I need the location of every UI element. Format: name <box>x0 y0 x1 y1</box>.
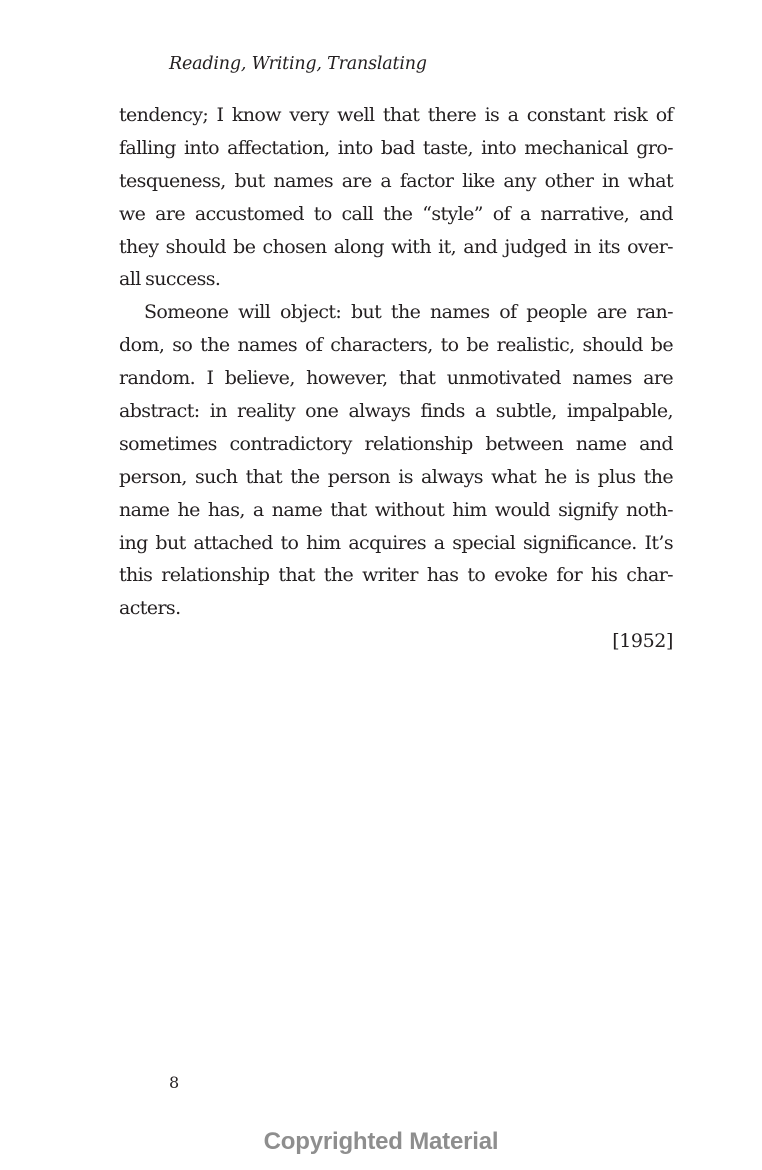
text-line: sometimes contradictory relationship between name and <box>119 432 673 455</box>
text-line: this relationship that the writer has to evoke for his char- <box>119 564 673 587</box>
copyright-watermark: Copyrighted Material <box>263 1128 499 1155</box>
page-number: 8 <box>169 1073 180 1092</box>
running-head: Reading, Writing, Translating <box>169 54 427 74</box>
text-line: person, such that the person is always what he is plus the <box>119 465 673 488</box>
text-line: Someone will object: but the names of people are ran- <box>144 301 673 324</box>
text-line: falling into affectation, into bad taste, into mechanical gro- <box>119 136 673 159</box>
paragraph-1 <box>119 99 673 296</box>
essay-date: [1952] <box>612 630 673 653</box>
text-line: acters. <box>119 597 181 620</box>
text-line: tendency; I know very well that there is a constant risk of <box>119 104 673 126</box>
body-text <box>119 99 673 658</box>
text-line: tesqueness, but names are a factor like any other in what <box>119 169 673 192</box>
text-line: they should be chosen along with it, and judged in its over- <box>119 235 673 258</box>
text-line: ing but attached to him acquires a special significance. It’s <box>119 531 673 554</box>
text-line: all success. <box>119 268 221 291</box>
text-line: name he has, a name that without him would signify noth- <box>119 498 673 521</box>
paragraph-2 <box>119 296 673 625</box>
text-line: we are accustomed to call the “style” of a narrative, and <box>119 202 673 225</box>
text-line: dom, so the names of characters, to be realistic, should be <box>119 334 673 357</box>
text-line: abstract: in reality one always finds a subtle, impalpable, <box>119 400 673 423</box>
text-line: random. I believe, however, that unmotivated names are <box>119 367 673 390</box>
